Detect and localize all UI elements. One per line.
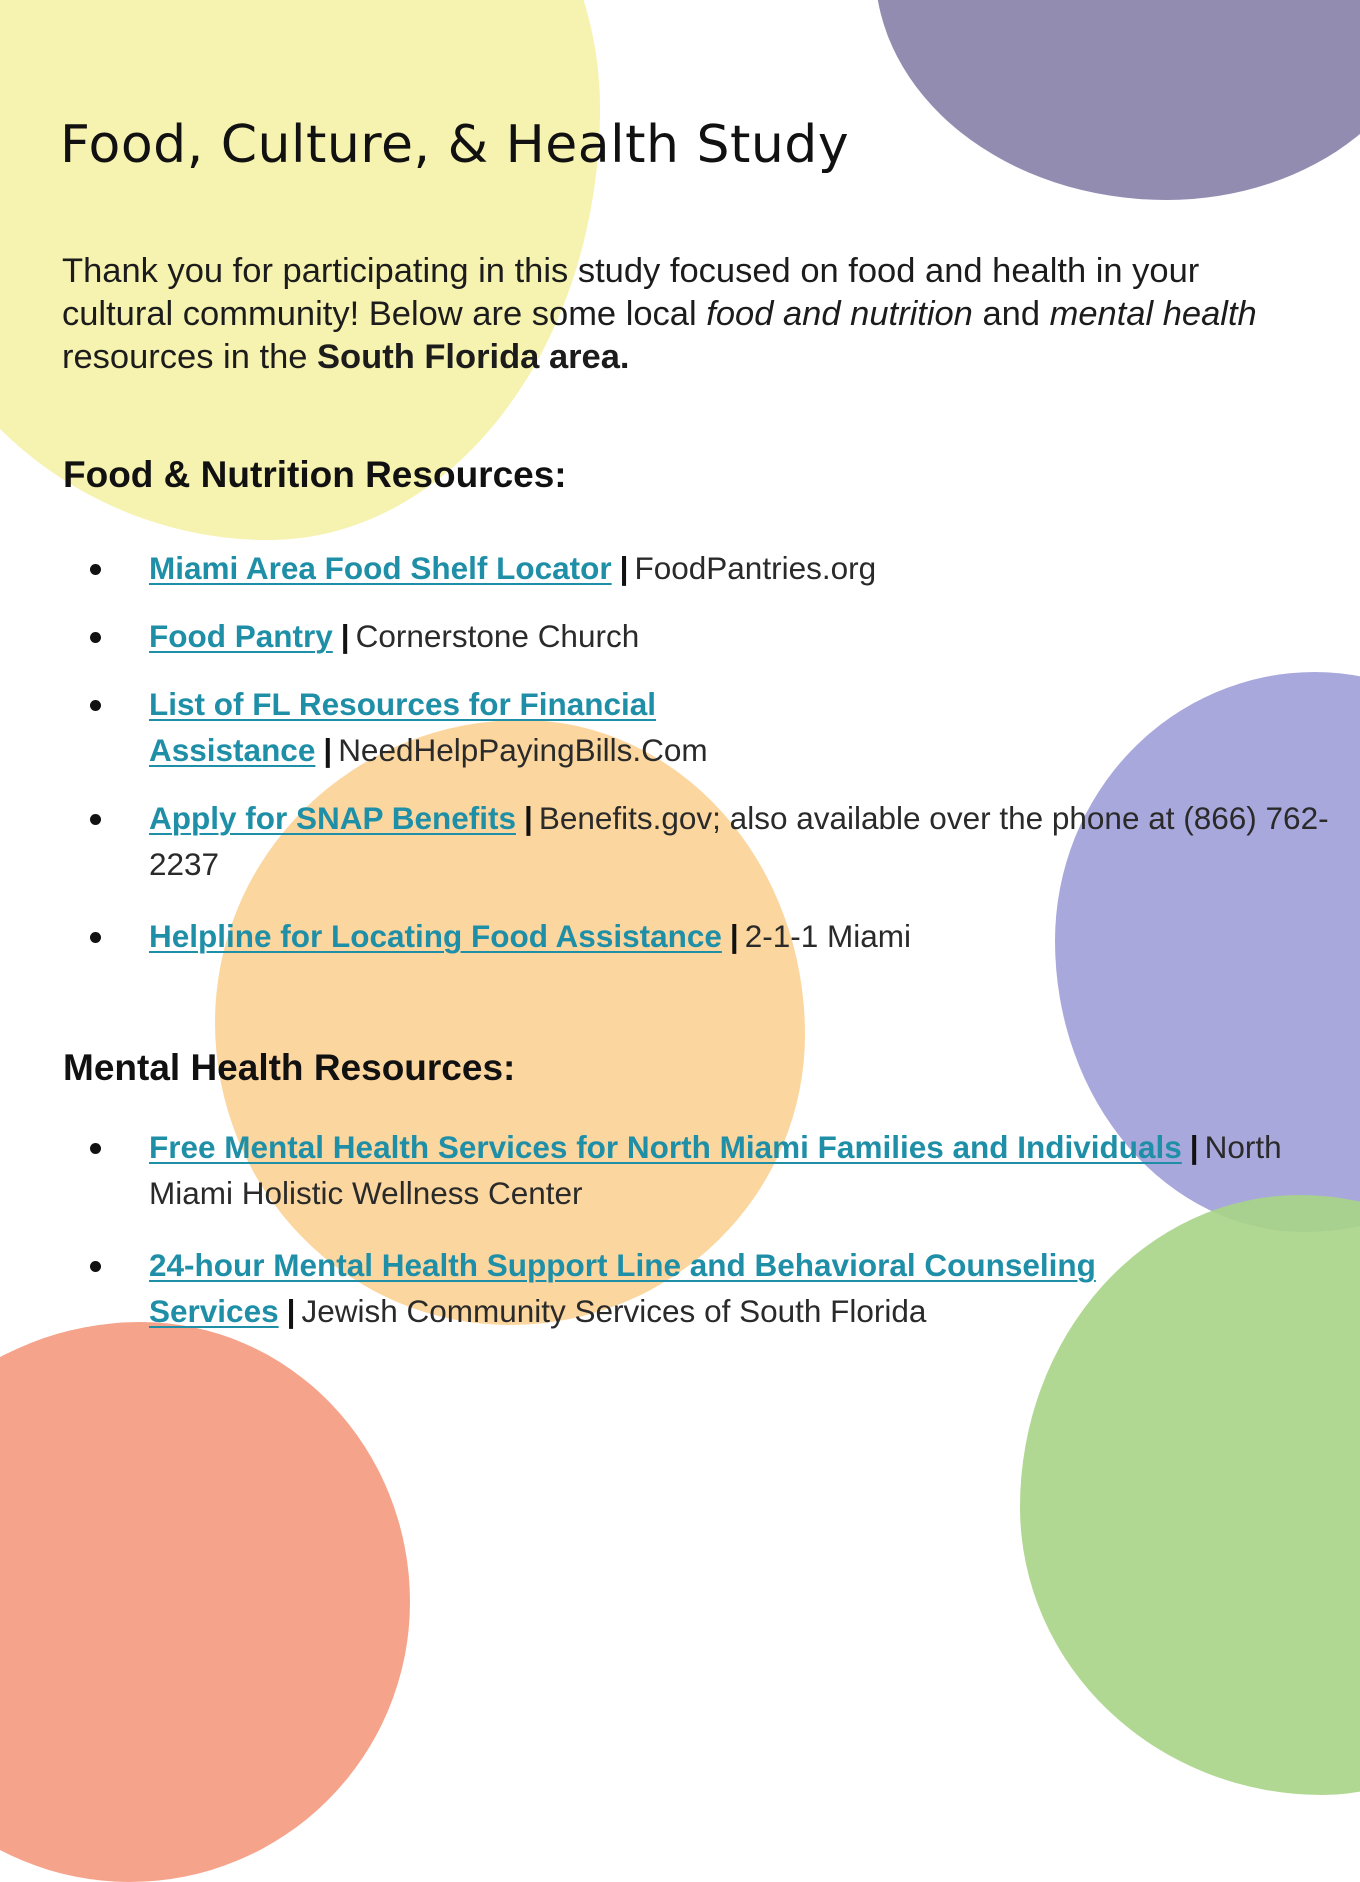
purple-paint-blob xyxy=(875,0,1360,200)
support-line-link[interactable]: 24-hour Mental Health Support Line and Behavioral Counseling Services xyxy=(149,1247,1096,1329)
bullet-icon xyxy=(90,1143,101,1154)
bullet-icon xyxy=(90,632,101,643)
intro-text: Thank you for participating in this study focused on food and health in your cultural community! Below are some local xyxy=(62,252,1200,333)
food-pantry-link[interactable]: Food Pantry xyxy=(149,618,333,654)
separator: | xyxy=(340,618,350,654)
intro-bold-region: South Florida area. xyxy=(317,338,630,376)
separator: | xyxy=(286,1293,296,1329)
intro-italic-food: food and nutrition xyxy=(706,295,973,333)
intro-italic-mental: mental health xyxy=(1049,295,1257,333)
resource-source: Cornerstone Church xyxy=(355,618,640,654)
resource-source: NeedHelpPayingBills.Com xyxy=(338,732,708,768)
food-resource-list xyxy=(90,545,1330,959)
resource-source: 2-1-1 Miami xyxy=(744,918,912,954)
mental-resource-list xyxy=(90,1124,1330,1334)
resource-source: North Miami Holistic Wellness Center xyxy=(149,1129,1282,1211)
list-item xyxy=(90,1242,1329,1334)
food-shelf-locator-link[interactable]: Miami Area Food Shelf Locator xyxy=(149,550,612,586)
list-item xyxy=(90,795,1329,887)
red-paint-blob xyxy=(0,1322,410,1882)
financial-assistance-link[interactable]: List of FL Resources for Financial Assistance xyxy=(149,686,657,768)
intro-text: and xyxy=(972,295,1050,333)
intro-paragraph xyxy=(62,250,1292,379)
bullet-icon xyxy=(90,814,101,825)
bullet-icon xyxy=(90,932,101,943)
separator: | xyxy=(729,918,739,954)
resource-source: Benefits.gov; also available over the phone at (866) 762-2237 xyxy=(149,800,1329,882)
separator: | xyxy=(1189,1129,1199,1165)
separator: | xyxy=(619,550,629,586)
food-section-heading: Food & Nutrition Resources: xyxy=(63,454,567,495)
mental-section-heading: Mental Health Resources: xyxy=(63,1047,516,1088)
snap-benefits-link[interactable]: Apply for SNAP Benefits xyxy=(149,800,516,836)
list-item xyxy=(90,613,1330,659)
list-item xyxy=(90,681,1139,773)
intro-text: resources in the xyxy=(62,338,318,376)
bullet-icon xyxy=(90,564,101,575)
food-helpline-link[interactable]: Helpline for Locating Food Assistance xyxy=(149,918,722,954)
north-miami-mental-health-link[interactable]: Free Mental Health Services for North Miami Families and Individuals xyxy=(149,1129,1182,1165)
list-item xyxy=(90,913,1330,959)
bullet-icon xyxy=(90,700,101,711)
separator: | xyxy=(323,732,333,768)
list-item xyxy=(90,1124,1299,1216)
list-item xyxy=(90,545,1330,591)
bullet-icon xyxy=(90,1261,101,1272)
resource-source: FoodPantries.org xyxy=(634,550,877,586)
resource-source: Jewish Community Services of South Florida xyxy=(301,1293,927,1329)
page-title: Food, Culture, & Health Study xyxy=(60,115,850,175)
separator: | xyxy=(523,800,533,836)
